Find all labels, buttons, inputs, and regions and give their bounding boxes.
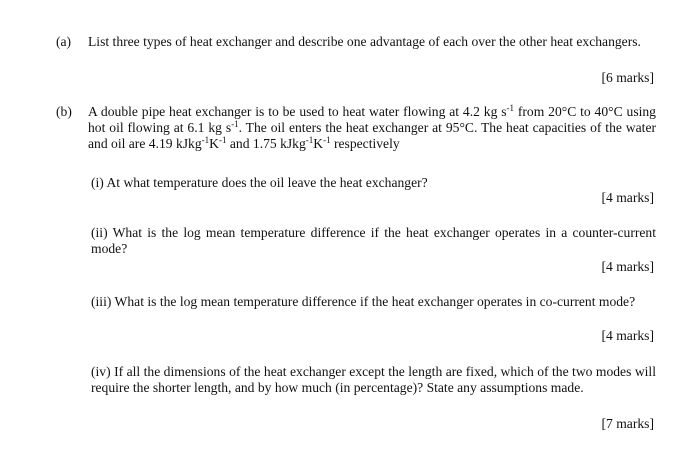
- intro-text-6: K: [313, 136, 324, 151]
- intro-sup-6: -1: [323, 135, 331, 145]
- intro-text-3: . The oil enters the heat exchanger at 95°C. The heat capacities of the water and oil are 4.19 kJkg: [88, 120, 656, 151]
- question-b: [56, 104, 656, 152]
- intro-sup-4: -1: [218, 135, 227, 145]
- sub-question-iv-marks: [7 marks]: [601, 416, 654, 431]
- intro-text-1: A double pipe heat exchanger is to be used to heat water flowing at 4.2 kg s: [88, 104, 507, 119]
- sub-question-iv: (iv) If all the dimensions of the heat exchanger except the length are fixed, which of the two modes will require the shorter length, and by how much (in percentage)? State any assumptions made.: [91, 364, 656, 395]
- sub-question-i: (i) At what temperature does the oil leave the heat exchanger?: [91, 175, 428, 190]
- sub-question-ii-marks: [4 marks]: [601, 259, 654, 274]
- sub-question-i-marks: [4 marks]: [601, 190, 654, 205]
- question-b-label: (b): [56, 104, 72, 119]
- question-a-marks: [6 marks]: [601, 70, 654, 85]
- question-a-label: (a): [56, 34, 72, 49]
- intro-sup-3: -1: [201, 135, 210, 145]
- intro-sup-1: -1: [506, 103, 515, 113]
- intro-sup-5: -1: [305, 135, 314, 145]
- sub-question-iii-marks: [4 marks]: [601, 328, 654, 343]
- intro-text-7: respectively: [330, 136, 400, 151]
- question-a: [56, 34, 656, 50]
- intro-text-4: K: [209, 136, 219, 151]
- question-a-text: List three types of heat exchanger and describe one advantage of each over the other heat exchangers.: [88, 34, 641, 49]
- intro-text-2: from 20°C to 40°C using hot oil flowing at 6.1 kg s: [88, 104, 656, 135]
- intro-sup-2: -1: [231, 119, 239, 129]
- question-b-intro: [88, 104, 656, 152]
- intro-text-5: and 1.75 kJkg: [226, 136, 306, 151]
- sub-question-iii: (iii) What is the log mean temperature difference if the heat exchanger operates in co-current mode?: [91, 294, 636, 309]
- sub-question-ii: (ii) What is the log mean temperature difference if the heat exchanger operates in a counter-current mode?: [91, 225, 656, 256]
